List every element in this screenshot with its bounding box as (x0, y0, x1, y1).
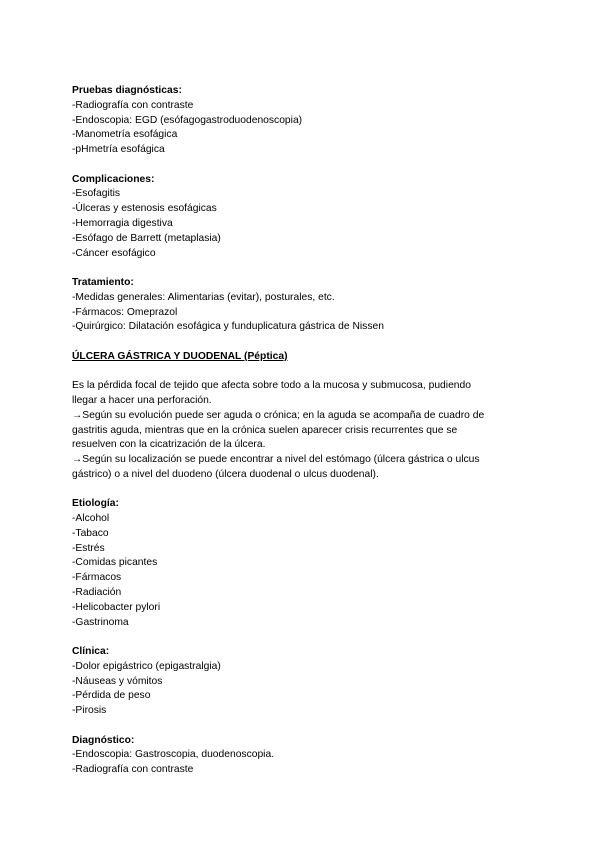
list-item: -Radiación (72, 587, 122, 599)
list-item: -Hemorragia digestiva (72, 217, 173, 229)
list-item: -Endoscopia: EGD (esófagogastroduodenoscopia) (72, 114, 303, 126)
section-complicaciones (72, 173, 532, 262)
list-item: -Comidas picantes (72, 557, 158, 569)
list-item: -Pérdida de peso (72, 690, 151, 702)
list-item: -Cáncer esofágico (72, 247, 156, 259)
paragraph-line: llegar a hacer una perforación. (72, 394, 212, 406)
paragraph-line: resuelven con la cicatrización de la úlcera. (72, 439, 266, 451)
list-item: -Pirosis (72, 705, 107, 717)
section-etiologia (72, 497, 532, 630)
paragraph-line: Es la pérdida focal de tejido que afecta sobre todo a la mucosa y submucosa, pudiendo (72, 380, 471, 392)
section-heading: Diagnóstico: (72, 734, 135, 746)
list-item: -Fármacos: Omeprazol (72, 306, 178, 318)
list-item: -Alcohol (72, 513, 110, 525)
list-item: -Estrés (72, 542, 105, 554)
list-item: -Esofagitis (72, 188, 121, 200)
list-item: -Quirúrgico: Dilatación esofágica y funduplicatura gástrica de Nissen (72, 321, 384, 333)
list-item: -Endoscopia: Gastroscopia, duodenoscopia. (72, 749, 275, 761)
list-item: -Manometría esofágica (72, 129, 178, 141)
list-item: -Helicobacter pylori (72, 601, 161, 613)
paragraph-line: →Según su localización se puede encontrar a nivel del estómago (úlcera gástrica o ulcus (72, 454, 480, 466)
section-heading: Pruebas diagnósticas: (72, 85, 182, 96)
list-item: -Gastrinoma (72, 616, 129, 628)
section-clinica (72, 645, 532, 719)
list-item: -Náuseas y vómitos (72, 675, 163, 687)
list-item: -Fármacos (72, 572, 122, 584)
section-diagnostico (72, 734, 532, 778)
list-item: -Úlceras y estenosis esofágicas (72, 203, 217, 215)
paragraph-line: gástrico) o a nivel del duodeno (úlcera duodenal o ulcus duodenal). (72, 468, 379, 480)
ulcer-section-title: ÚLCERA GÁSTRICA Y DUODENAL (Péptica) (72, 350, 288, 362)
list-item: -Esófago de Barrett (metaplasia) (72, 232, 221, 244)
document-page (72, 84, 532, 793)
ulcer-intro (72, 379, 532, 483)
list-item: -Medidas generales: Alimentarias (evitar), posturales, etc. (72, 291, 335, 303)
section-pruebas-diagnosticas (72, 84, 532, 158)
paragraph-line: →Según su evolución puede ser aguda o crónica; en la aguda se acompaña de cuadro de (72, 409, 485, 421)
list-item: -Radiografía con contraste (72, 99, 194, 111)
list-item: -pHmetría esofágica (72, 144, 165, 156)
section-heading: Etiología: (72, 498, 119, 510)
list-item: -Tabaco (72, 527, 109, 539)
list-item: -Dolor epigástrico (epigastralgia) (72, 660, 221, 672)
section-heading: Clínica: (72, 646, 110, 658)
list-item: -Radiografía con contraste (72, 764, 194, 776)
section-tratamiento (72, 276, 532, 335)
paragraph-line: gastritis aguda, mientras que en la crónica suelen aparecer crisis recurrentes que se (72, 424, 458, 436)
section-heading: Complicaciones: (72, 173, 155, 185)
section-heading: Tratamiento: (72, 276, 134, 288)
